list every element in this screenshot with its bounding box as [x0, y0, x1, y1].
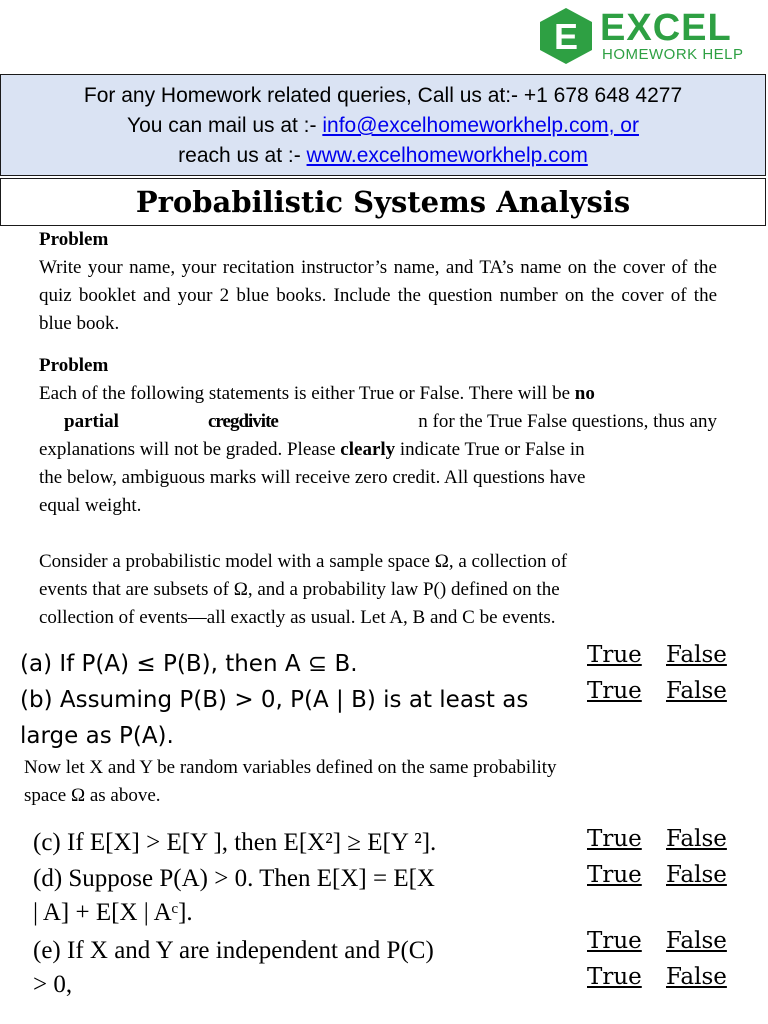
excel-logo — [538, 6, 758, 66]
model-line2: events that are subsets of Ω, and a probability law P() defined on the — [39, 579, 560, 600]
answer-e-false[interactable]: False — [666, 928, 727, 954]
problem2-line5: equal weight. — [39, 495, 142, 516]
question-b-line2: large as P(A). — [20, 723, 174, 749]
logo-brand: EXCEL — [600, 7, 732, 49]
question-d-line2: | A] + E[X | Aᶜ]. — [33, 899, 193, 926]
rv-line1: Now let X and Y be random variables defined on the same probability — [24, 757, 557, 778]
question-a: (a) If P(A) ≤ P(B), then A ⊆ B. — [20, 651, 358, 677]
p2-clearly: clearly — [340, 439, 396, 460]
answer-f-true[interactable]: True — [587, 964, 642, 990]
problem1-text: Write your name, your recitation instructor’s name, and TA’s name on the cover of the quiz booklet and your 2 blue books. Include the question number on the cover of the blue book. — [39, 257, 717, 334]
question-b-line1: (b) Assuming P(B) > 0, P(A | B) is at least as — [20, 687, 529, 713]
answer-c-true[interactable]: True — [587, 826, 642, 852]
p2-line1-text: Each of the following statements is either True or False. There will be — [39, 383, 575, 404]
question-d-line1: (d) Suppose P(A) > 0. Then E[X] = E[X — [33, 865, 435, 892]
answer-a-true[interactable]: True — [587, 642, 642, 668]
p2-credit: cregdivite — [208, 411, 278, 432]
answer-a-false[interactable]: False — [666, 642, 727, 668]
answer-c-false[interactable]: False — [666, 826, 727, 852]
p2-no: no — [574, 383, 595, 404]
question-c: (c) If E[X] > E[Y ], then E[X²] ≥ E[Y ²]. — [33, 829, 437, 856]
email-line — [1, 111, 765, 141]
page-title: Probabilistic Systems Analysis — [0, 178, 766, 226]
answer-d-false[interactable]: False — [666, 862, 727, 888]
website-line — [1, 141, 765, 171]
contact-banner — [0, 74, 766, 176]
rv-line2: space Ω as above. — [24, 785, 161, 806]
email-link[interactable]: info@excelhomeworkhelp.com, or — [322, 114, 639, 137]
hexagon-logo-icon — [538, 6, 594, 66]
model-line1: Consider a probabilistic model with a sample space Ω, a collection of — [39, 551, 568, 572]
answer-b-false[interactable]: False — [666, 678, 727, 704]
website-link[interactable]: www.excelhomeworkhelp.com — [306, 144, 588, 167]
question-e-line2: > 0, — [33, 971, 73, 998]
p2-line2-rest: n for the True False questions, thus any — [418, 411, 717, 432]
email-prefix: You can mail us at :- — [127, 114, 323, 137]
problem2-line3: explanations will not be graded. Please clearly indicate True or False in — [39, 439, 585, 460]
problem2-line4: the below, ambiguous marks will receive zero credit. All questions have — [39, 467, 586, 488]
answer-b-true[interactable]: True — [587, 678, 642, 704]
problem2-line1 — [39, 380, 717, 408]
question-e-line1: (e) If X and Y are independent and P(C) — [33, 937, 434, 964]
logo-tagline: HOMEWORK HELP — [602, 46, 744, 63]
problem2-heading: Problem — [39, 355, 109, 376]
website-prefix: reach us at :- — [178, 144, 307, 167]
phone-line: For any Homework related queries, Call us at:- +1 678 648 4277 — [83, 84, 683, 107]
problem1-heading: Problem — [39, 229, 109, 250]
model-line3: collection of events—all exactly as usual. Let A, B and C be events. — [39, 607, 556, 628]
answer-e-true[interactable]: True — [587, 928, 642, 954]
p2-partial: partial — [64, 411, 119, 432]
answer-d-true[interactable]: True — [587, 862, 642, 888]
answer-f-false[interactable]: False — [666, 964, 727, 990]
logo-letter: E — [553, 16, 579, 57]
